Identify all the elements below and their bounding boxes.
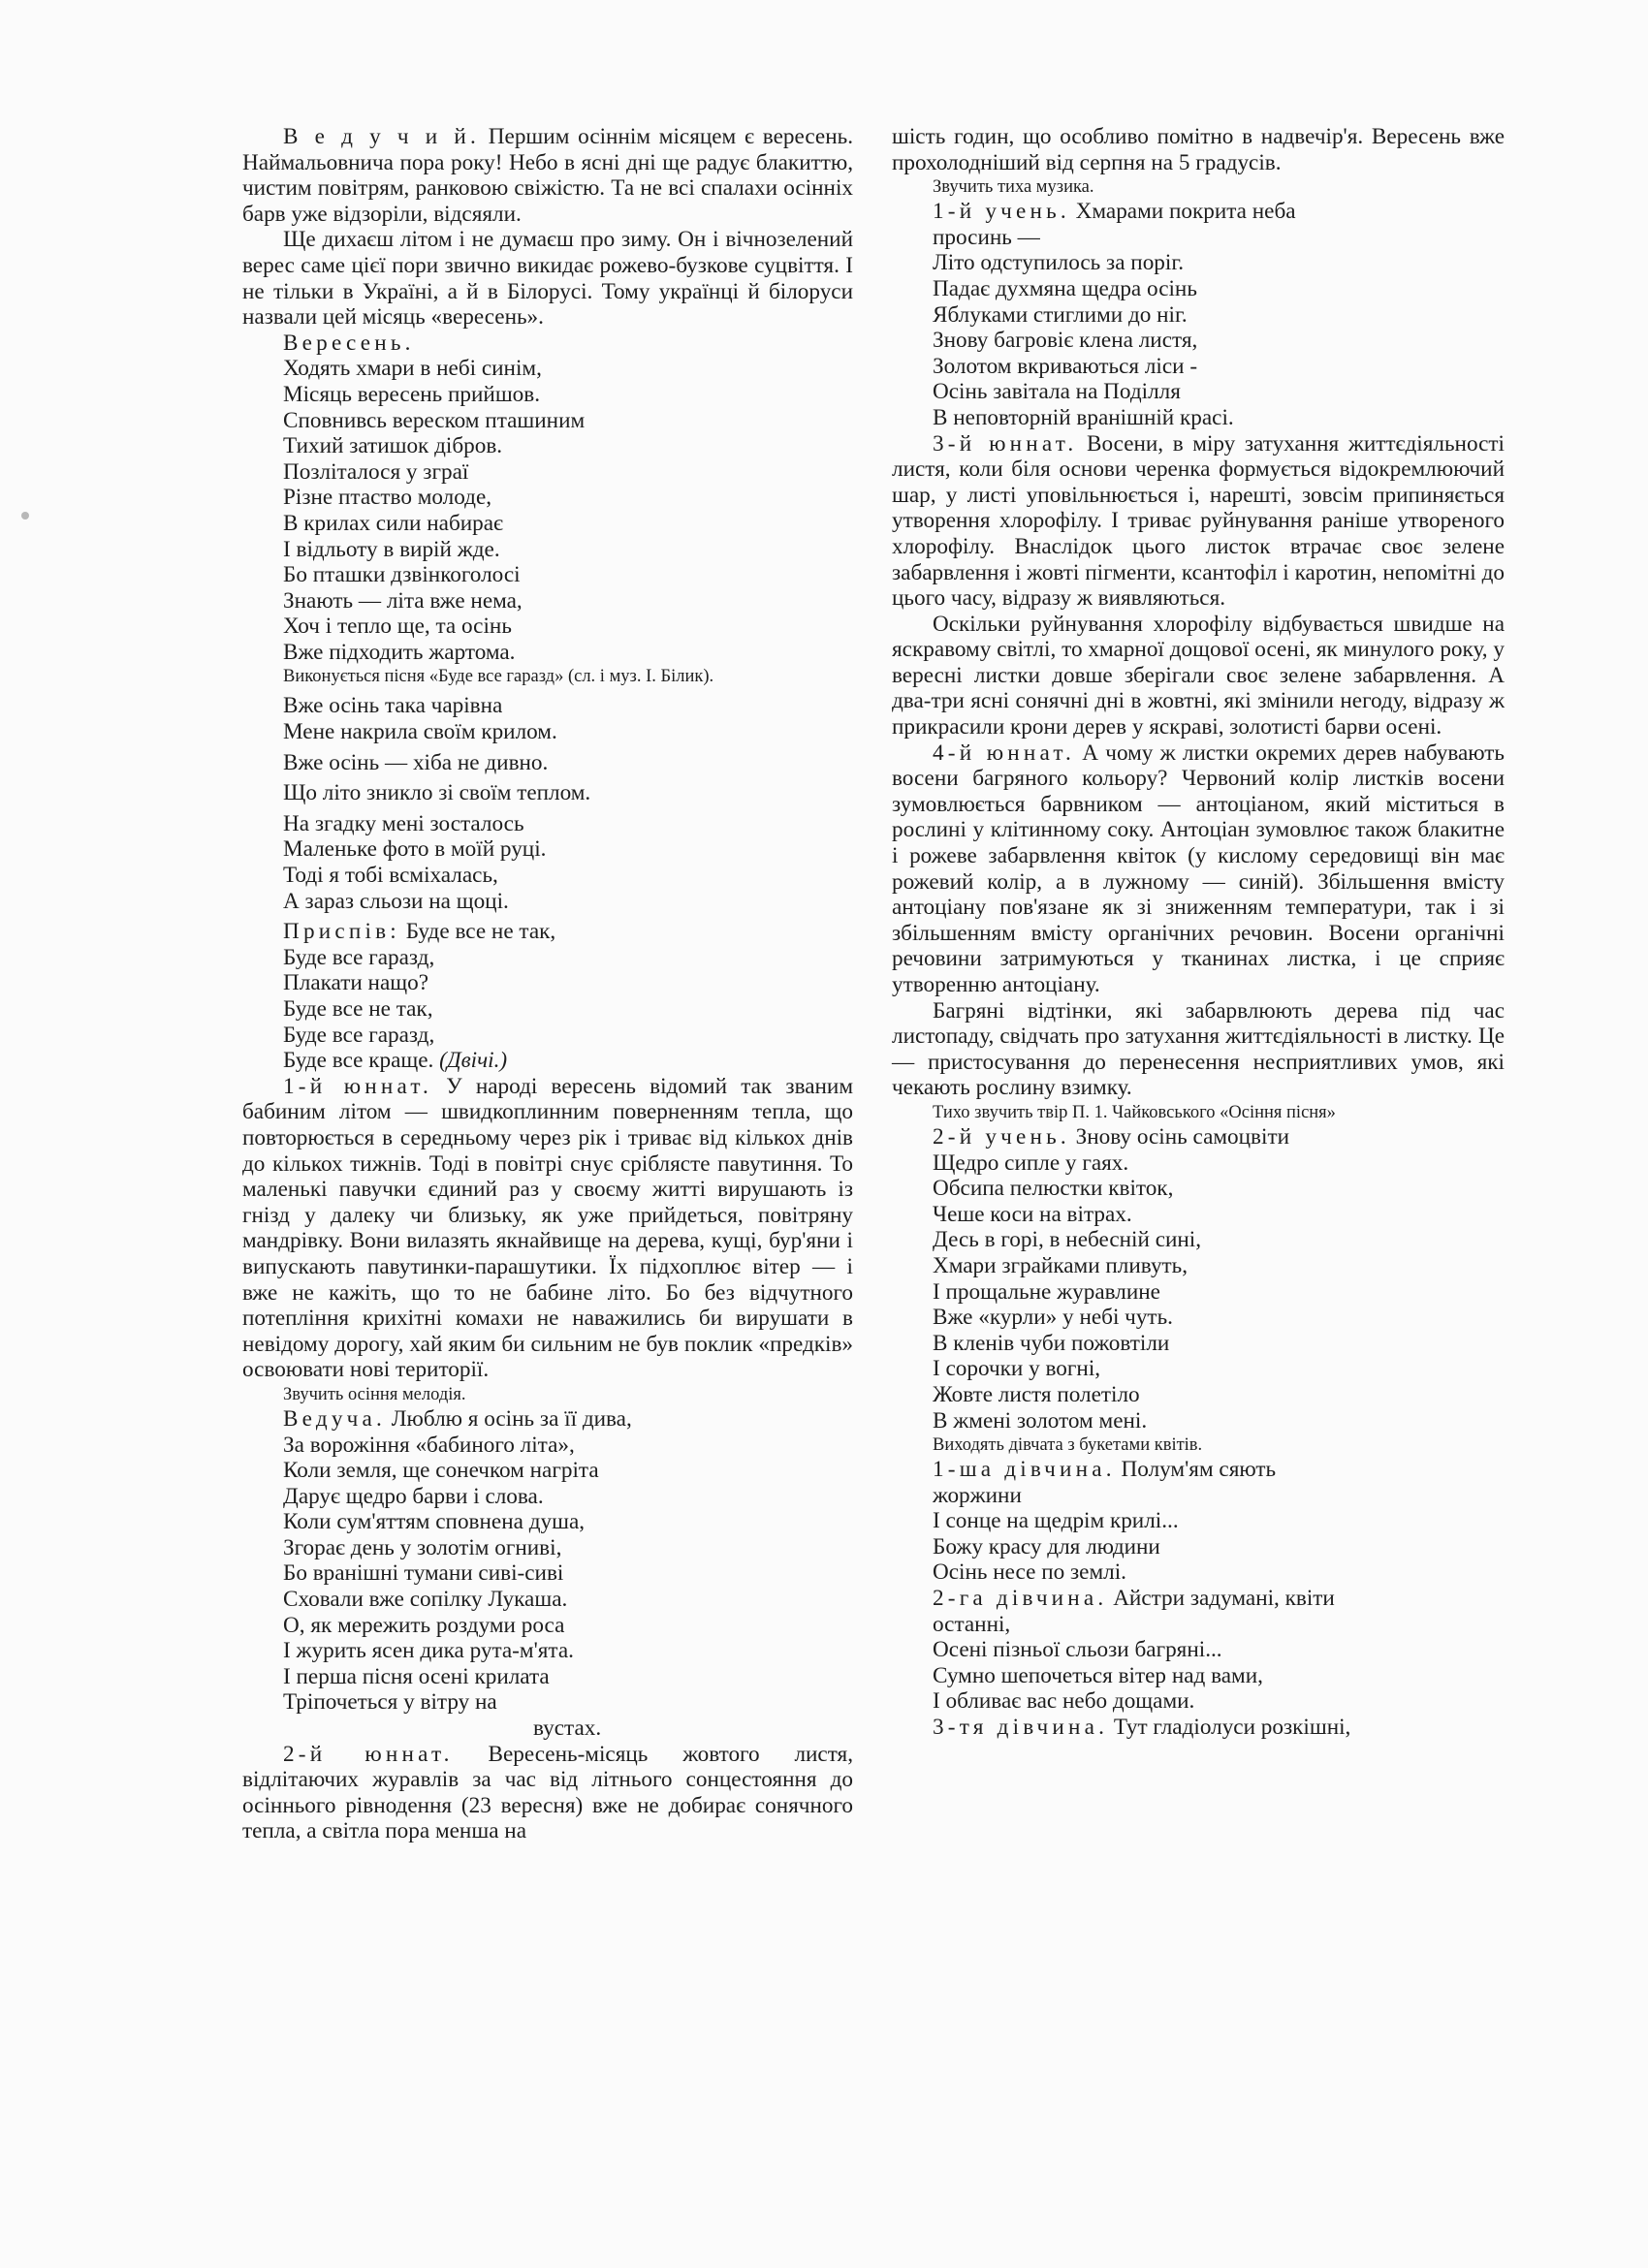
verse-text: Буде все не так,	[399, 919, 556, 945]
verse-line: В жмені золотом мені.	[933, 1407, 1148, 1433]
paragraph	[892, 431, 1505, 612]
verse-line: Маленьке фото в моїй руці.	[283, 836, 547, 863]
verse-line	[892, 1457, 1505, 1483]
speaker-label: 1-й юннат.	[283, 1073, 432, 1099]
paragraph: Ще дихаєш літом і не думаєш про зиму. Он і вічнозелений верес саме цієї пори звично викидає рожево-бузкове суцвіття. І не тільки в Україні, а й в Білорусі. Тому українці й білоруси назвали цей місяць «вересень».	[242, 227, 853, 331]
verse-line: Коли земля, ще сонечком нагріта	[283, 1458, 599, 1484]
verse-line: А зараз сльози на щоці.	[283, 888, 509, 914]
stage-direction: Звучить тиха музика.	[933, 177, 1094, 198]
chorus-label: Приспів:	[283, 919, 400, 945]
verse-line: Божу красу для людини	[933, 1533, 1160, 1559]
verse-text: Знову осінь самоцвіти	[1069, 1123, 1289, 1150]
verse-line	[892, 1715, 1505, 1741]
paragraph-text: А чому ж листки окремих дерев набувають восени багряного кольору? Червоний колір листків восени зумовлюється барвником — антоціаном, який міститься в рослині у клітинному соку. Антоціан зумовлює також блакитне і рожеве забарвлення квіток (у кислому середовищі він має рожевий колір, а в лужному — синій). Збільшення вмісту антоціану пов'язане як зі зниженням температури, так і зі збільшенням вмісту органічних речовин. Восени органічні речовини затримуються у тканинах листка, і це сприяє утворенню антоціану.	[892, 740, 1505, 997]
chorus	[242, 919, 853, 1074]
paragraph-text: Восени, в міру затухання життєдіяльності листя, коли біля основи черенка формується відокремлюючий шар, у листі уповільнюється і, нарешті, зовсім припиняється утворення хлорофілу. І триває руйнування раніше утвореного хлорофілу. Внаслідок цього листок втрачає своє зелене забарвлення і жовті пігменти, ксантофіл і каротин, непомітні до цього часу, відразу ж виявляються.	[892, 430, 1505, 612]
verse-text: Хмарами покрита неба	[1069, 199, 1296, 225]
verse-line: Сумно шепочеться вітер над вами,	[933, 1662, 1263, 1688]
verse-line: Коли сум'яттям сповнена душа,	[283, 1509, 586, 1535]
paragraph	[242, 1074, 853, 1383]
verse-line: Буде все гаразд,	[283, 944, 435, 970]
poem-verses	[892, 199, 1505, 430]
speaker-label: 3-й юннат.	[933, 430, 1078, 457]
verse-line: Що літо зникло зі своїм теплом.	[283, 780, 591, 806]
verse-line: І прощальне журавлине	[933, 1278, 1160, 1305]
verse-line: І журить ясен дика рута-м'ята.	[283, 1638, 574, 1664]
verse-line: Літо одступилось за поріг.	[933, 250, 1185, 276]
verse-line: Буде все не так,	[283, 996, 433, 1022]
verse-line: Золотом вкриваються ліси -	[933, 353, 1198, 379]
speaker-label: 2-й юннат.	[283, 1741, 454, 1767]
verse-line: Сховали вже сопілку Лукаша.	[283, 1587, 568, 1613]
verse-text: Люблю я осінь за її дива,	[386, 1405, 632, 1432]
punch-hole-mark	[21, 512, 29, 520]
verse-text: Буде все краще.	[283, 1048, 440, 1074]
verse-line: жоржини	[933, 1482, 1022, 1508]
stage-direction: Тихо звучить твір П. 1. Чайковського «Осіння пісня»	[933, 1102, 1336, 1122]
verse-line: Тріпочеться у вітру на	[283, 1689, 497, 1716]
verse-line: Ходять хмари в небі синім,	[283, 356, 542, 382]
verse-line: Хоч і тепло ще, та осінь	[283, 614, 512, 640]
verse-line: І сонце на щедрім крилі...	[933, 1508, 1179, 1534]
stage-direction: Звучить осіння мелодія.	[283, 1384, 466, 1404]
verse-line: Щедро сипле у гаях.	[933, 1150, 1129, 1176]
verse-line: Знають — літа вже нема,	[283, 587, 523, 614]
paragraph	[242, 124, 853, 227]
verse-line	[242, 1406, 853, 1433]
verse-line: Позліталося у зграї	[283, 458, 469, 485]
song-verses	[242, 693, 853, 914]
stage-direction: Виконується пісня «Буде все гаразд» (сл. і муз. І. Білик).	[283, 667, 714, 687]
verse-line: Різне птаство молоде,	[283, 485, 492, 511]
repeat-mark: (Двічі.)	[439, 1048, 508, 1074]
poem-verses	[892, 1124, 1505, 1433]
verse-line: Вже «курли» у небі чуть.	[933, 1305, 1173, 1331]
right-column	[892, 124, 1505, 1741]
verse-line: І обливає вас небо дощами.	[933, 1688, 1195, 1715]
verse-line: Осінь завітала на Поділля	[933, 379, 1181, 405]
speaker-label: Ведуча.	[283, 1405, 386, 1432]
verse-line: Дарує щедро барви і слова.	[283, 1483, 544, 1509]
verse-line: Знову багровіє клена листя,	[933, 328, 1198, 354]
poem-title: Вересень.	[283, 330, 415, 356]
paragraph-text: Першим осіннім місяцем є вересень. Наймальовнича пора року! Небо в ясні дні ще радує блакиттю, чистим повітрям, ранковою свіжістю. Та не всі спалахи осінніх барв уже відзоріли, відсяяли.	[242, 124, 853, 227]
verse-line: Яблуками стиглими до ніг.	[933, 301, 1188, 328]
verse-line: Осені пізньої сльози багряні...	[933, 1637, 1222, 1663]
verse-text: Айстри задумані, квіти	[1107, 1586, 1335, 1612]
verse-line: останні,	[933, 1611, 1011, 1637]
verse-line: Чеше коси на вітрах.	[933, 1201, 1132, 1227]
verse-line	[242, 1048, 853, 1074]
paragraph	[892, 740, 1505, 998]
verse-line: В неповторній вранішній красі.	[933, 404, 1234, 430]
verse-line	[242, 919, 853, 945]
verse-line: Тихий затишок дібров.	[283, 433, 503, 459]
girl-3-lines	[892, 1715, 1505, 1741]
paragraph: Багряні відтінки, які забарвлюють дерева під час листопаду, свідчать про затухання життєдіяльності в листку. Це — пристосування до перенесення несприятливих умов, які чекають рослину взимку.	[892, 997, 1505, 1101]
stage-direction: Виходять дівчата з букетами квітів.	[933, 1435, 1203, 1456]
verse-line: вустах.	[533, 1716, 602, 1742]
verse-line	[892, 1124, 1505, 1150]
verse-line: В крилах сили набирає	[283, 510, 504, 536]
verse-line: Вже осінь — хіба не дивно.	[283, 749, 549, 775]
verse-line: Жовте листя полетіло	[933, 1381, 1140, 1407]
verse-line: Плакати нащо?	[283, 970, 428, 996]
verse-text: Полум'ям сяють	[1115, 1457, 1277, 1483]
verse-line: На згадку мені зосталось	[283, 810, 524, 836]
verse-line: І перша пісня осені крилата	[283, 1663, 550, 1689]
paragraph: Оскільки руйнування хлорофілу відбувається швидше на яскравому світлі, то хмарної дощової осені, як минулого року, у вересні листки довше зберігали своє зелене забарвлення. А два-три ясні сонячні дні в жовтні, які змінили негоду, відразу ж прикрасили крони дерев у яскраві, золотисті барви осені.	[892, 611, 1505, 740]
poem-verses	[242, 1406, 853, 1742]
verse-line: Падає духмяна щедра осінь	[933, 275, 1197, 301]
verse-line: В кленів чуби пожовтіли	[933, 1330, 1170, 1356]
paragraph: шість годин, що особливо помітно в надвечір'я. Вересень вже прохолодніший від серпня на 5 градусів.	[892, 124, 1505, 175]
verse-line: Тоді я тобі всміхалась,	[283, 863, 498, 889]
speaker-label: 1-ша дівчина.	[933, 1457, 1116, 1483]
verse-line: Хмари зграйками пливуть,	[933, 1252, 1188, 1278]
poem-verses	[242, 356, 853, 665]
verse-line: Бо пташки дзвінкоголосі	[283, 562, 521, 588]
verse-line: О, як мережить роздуми роса	[283, 1612, 565, 1638]
verse-line: Бо вранішні тумани сиві-сиві	[283, 1560, 564, 1587]
verse-line	[892, 199, 1505, 225]
verse-line: І відльоту в вирій жде.	[283, 536, 500, 562]
speaker-label: 3-тя дівчина.	[933, 1715, 1109, 1741]
verse-line: Вже осінь така чарівна	[283, 693, 503, 719]
verse-line: За ворожіння «бабиного літа»,	[283, 1432, 575, 1458]
speaker-label: 2-га дівчина.	[933, 1586, 1108, 1612]
paragraph	[242, 1742, 853, 1844]
verse-line: Десь в горі, в небесній сині,	[933, 1227, 1202, 1253]
paragraph-text: У народі вересень відомий так званим бабиним літом — швидкоплинним поверненням тепла, що повторюється в середньому через рік і триває від кількох днів до кількох тижнів. Тоді в повітрі снує сріблясте павутиння. То маленькі павучки єдиний раз у своєму житті вирушають із гнізд у далеку чи близьку, як уже прийдеться, повітряну мандрівку. Вони вилазять якнайвище на дерева, кущі, бур'яни і випускають павутинки-парашутики. Їх підхоплює вітер — і вже не кажіть, що то не бабине літо. Бо без відчутного потепління крихітні комахи не наважились би вирушати в невідому дорогу, хай яким би сильним не був поклик «предків» освоювати нові території.	[242, 1073, 853, 1383]
verse-line: Осінь несе по землі.	[933, 1559, 1126, 1586]
left-column	[242, 124, 853, 1844]
speaker-label: 1-й учень.	[933, 199, 1070, 225]
girl-2-lines	[892, 1586, 1505, 1715]
verse-line: Згорає день у золотім огниві,	[283, 1534, 562, 1560]
verse-text: Тут гладіолуси розкішні,	[1108, 1715, 1351, 1741]
verse-line: Мене накрила своїм крилом.	[283, 719, 557, 745]
verse-line: Вже підходить жартома.	[283, 639, 516, 665]
speaker-label: 4-й юннат.	[933, 740, 1076, 766]
verse-line: Місяць вересень прийшов.	[283, 381, 541, 407]
verse-line: Обсипа пелюстки квіток,	[933, 1176, 1174, 1202]
verse-line	[892, 1586, 1505, 1612]
girl-1-lines	[892, 1457, 1505, 1586]
paragraph-text: Вересень-місяць жовтого листя, відлітаючих журавлів за час від літнього сонцестояння до осіннього рівнодення (23 вересня) вже не добирає сонячного тепла, а світла пора менша на	[242, 1741, 854, 1844]
verse-line: Буде все гаразд,	[283, 1022, 435, 1048]
verse-line: просинь —	[933, 224, 1040, 250]
speaker-label: 2-й учень.	[933, 1123, 1070, 1150]
verse-line: Сповнивсь вереском пташиним	[283, 407, 586, 433]
verse-line: І сорочки у вогні,	[933, 1356, 1101, 1382]
speaker-label: В е д у ч и й.	[283, 124, 480, 149]
